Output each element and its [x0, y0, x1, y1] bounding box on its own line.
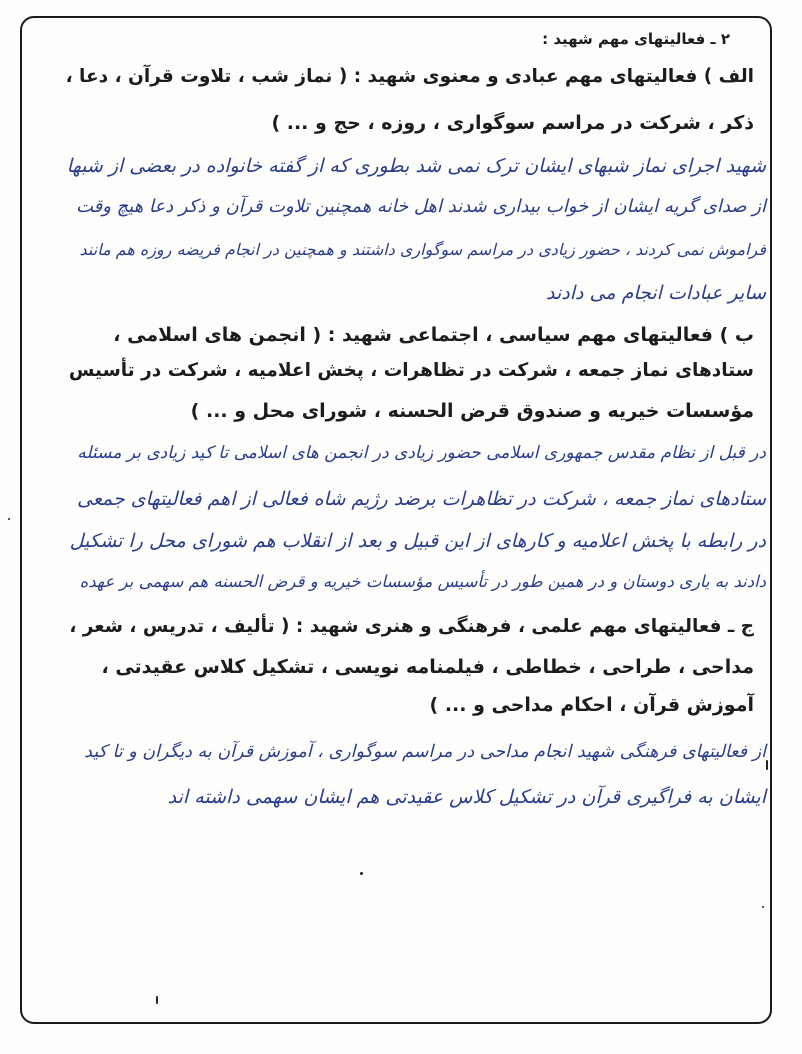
section-c-handwritten-line-2: ایشان به فراگیری قرآن در تشکیل کلاس عقیدتی هم ایشان سهمی داشته اند: [167, 786, 766, 808]
scan-speck: [8, 518, 10, 520]
section-b-printed-line-2: ستادهای نماز جمعه ، شرکت در تظاهرات ، پخش اعلامیه ، شرکت در تأسیس: [68, 360, 754, 381]
section-c-printed-line-1: ج ـ فعالیتهای مهم علمی ، فرهنگی و هنری شهید : ( تألیف ، تدریس ، شعر ،: [69, 616, 754, 637]
section-c-printed-line-2: مداحی ، طراحی ، خطاطی ، فیلمنامه نویسی ، تشکیل کلاس عقیدتی ،: [101, 656, 754, 678]
section-c-handwritten-line-1: از فعالیتهای فرهنگی شهید انجام مداحی در مراسم سوگواری ، آموزش قرآن به دیگران و تا کید: [84, 742, 766, 762]
section-b-handwritten-line-4: دادند به یاری دوستان و در همین طور در تأسیس مؤسسات خیریه و قرض الحسنه هم سهمی بر عهده: [79, 572, 766, 591]
section-b-handwritten-line-1: در قبل از نظام مقدس جمهوری اسلامی حضور زیادی در انجمن های اسلامی تا کید زیادی بر مسئله: [77, 443, 766, 463]
section-a-handwritten-line-1: شهید اجرای نماز شبهای ایشان ترک نمی شد بطوری که از گفته خانواده در بعضی از شبها: [66, 155, 766, 177]
scan-speck: [156, 996, 158, 1004]
section-a-printed-line-2: ذکر ، شرکت در مراسم سوگواری ، روزه ، حج و ... ): [271, 112, 754, 134]
page-heading: ۲ ـ فعالیتهای مهم شهید :: [542, 30, 730, 48]
scan-speck: [360, 872, 363, 875]
scan-speck: [766, 760, 768, 770]
section-c-printed-line-3: آموزش قرآن ، احکام مداحی و ... ): [429, 694, 754, 716]
section-a-printed-line-1: الف ) فعالیتهای مهم عبادی و معنوی شهید : ( نماز شب ، تلاوت قرآن ، دعا ،: [65, 66, 754, 87]
section-b-handwritten-line-2: ستادهای نماز جمعه ، شرکت در تظاهرات برضد رژیم شاه فعالی از اهم فعالیتهای جمعی: [77, 488, 766, 510]
section-b-printed-line-1: ب ) فعالیتهای مهم سیاسی ، اجتماعی شهید : ( انجمن های اسلامی ،: [113, 324, 754, 346]
section-b-handwritten-line-3: در رابطه با پخش اعلامیه و کارهای از این قبیل و بعد از انقلاب هم شورای محل را تشکیل: [69, 530, 766, 552]
scan-speck: [762, 906, 764, 908]
section-a-handwritten-line-3: فراموش نمی کردند ، حضور زیادی در مراسم سوگواری داشتند و همچنین در انجام فریضه روزه هم مانند: [79, 240, 766, 259]
section-a-handwritten-line-2: از صدای گریه ایشان از خواب بیداری شدند اهل خانه همچنین تلاوت قرآن و ذکر دعا هیچ وقت: [75, 196, 766, 217]
section-b-printed-line-3: مؤسسات خیریه و صندوق قرض الحسنه ، شورای محل و ... ): [190, 400, 754, 422]
section-a-handwritten-line-4: سایر عبادات انجام می دادند: [546, 282, 766, 304]
